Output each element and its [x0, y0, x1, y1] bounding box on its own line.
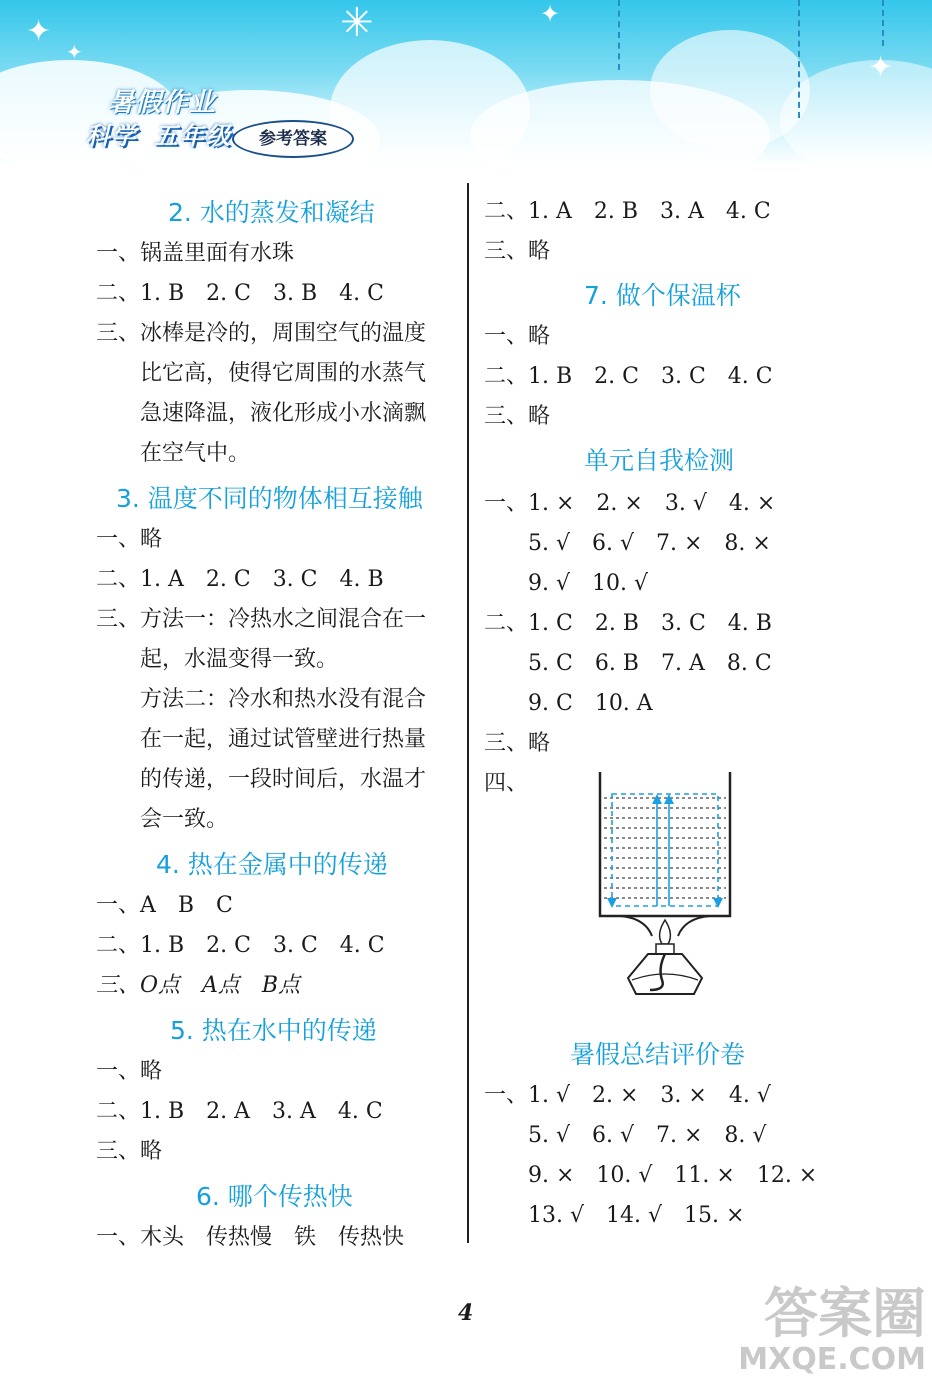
section-heading: 2. 水的蒸发和凝结 [168, 198, 375, 227]
answer-line: 9. C 10. A [528, 691, 653, 716]
star-icon: ✦ [26, 14, 52, 49]
answer-line: 二、1. A 2. C 3. C 4. B [96, 567, 384, 592]
answer-line: 三、略 [96, 1139, 163, 1164]
answer-line: 三、冰棒是冷的，周围空气的温度 [96, 321, 427, 346]
answer-line: 起，水温变得一致。 [140, 647, 339, 672]
answer-badge: 参考答案 [232, 120, 354, 158]
answer-line: 13. √ 14. √ 15. × [528, 1203, 745, 1228]
section-heading: 5. 热在水中的传递 [170, 1016, 377, 1045]
section-heading: 6. 哪个传热快 [196, 1182, 353, 1211]
watermark-title: 答案圈 [764, 1282, 926, 1345]
answer-line: 三、略 [484, 404, 551, 429]
answer-line: 三、略 [484, 239, 551, 264]
answer-line: 三、方法一：冷热水之间混合在一 [96, 607, 427, 632]
sparkle-icon: ✳ [340, 0, 374, 46]
answer-line: 一、锅盖里面有水珠 [96, 241, 295, 266]
watermark-url: MXQE.COM [738, 1342, 926, 1377]
grade-label: 五年级 [154, 122, 232, 150]
star-icon: ✦ [66, 40, 83, 64]
answer-line: 的传递，一段时间后，水温才 [140, 767, 427, 792]
answer-line: 一、1. √ 2. × 3. × 4. √ [484, 1083, 771, 1108]
answer-line: 一、A B C [96, 893, 233, 918]
answer-line: 9. √ 10. √ [528, 571, 649, 596]
star-icon: ✦ [540, 0, 561, 28]
answer-line: 一、木头 传热慢 铁 传热快 [96, 1225, 405, 1250]
page-header [0, 0, 932, 165]
answer-line: 9. × 10. √ 11. × 12. × [528, 1163, 818, 1188]
answer-line: 方法二：冷水和热水没有混合 [140, 687, 427, 712]
section-heading: 3. 温度不同的物体相互接触 [116, 484, 423, 513]
answer-line: 三、略 [484, 731, 551, 756]
answer-line: 二、1. B 2. C 3. C 4. C [96, 933, 385, 958]
answer-line: 二、1. B 2. C 3. C 4. C [484, 364, 773, 389]
answer-line: 5. C 6. B 7. A 8. C [528, 651, 772, 676]
subject-grade [86, 116, 248, 151]
answer-line: 急速降温，液化形成小水滴飘 [140, 401, 427, 426]
answer-line: 四、 [484, 771, 529, 796]
answer-line: 5. √ 6. √ 7. × 8. × [528, 531, 771, 556]
answer-line: 二、1. A 2. B 3. A 4. C [484, 199, 771, 224]
answer-line: 在空气中。 [140, 441, 251, 466]
answer-line: 三、O点 A点 B点 [96, 973, 301, 998]
answer-line: 一、1. × 2. × 3. √ 4. × [484, 491, 776, 516]
answer-line: 二、1. C 2. B 3. C 4. B [484, 611, 772, 636]
series-title: 暑假作业 [108, 88, 217, 118]
section-heading: 7. 做个保温杯 [584, 281, 741, 310]
star-icon: ✦ [868, 50, 894, 85]
answer-line: 一、略 [96, 527, 163, 552]
answer-line: 在一起，通过试管壁进行热量 [140, 727, 427, 752]
page-number: 4 [458, 1300, 474, 1326]
answer-line: 一、略 [96, 1059, 163, 1084]
answer-line: 二、1. B 2. A 3. A 4. C [96, 1099, 383, 1124]
answer-line: 5. √ 6. √ 7. × 8. √ [528, 1123, 767, 1148]
answer-line: 一、略 [484, 324, 551, 349]
section-heading: 单元自我检测 [584, 446, 735, 475]
watermark [738, 1284, 926, 1376]
answer-line: 比它高，使得它周围的水蒸气 [140, 361, 427, 386]
column-divider [467, 183, 469, 1243]
subject-label: 科学 [86, 122, 138, 150]
section-heading: 暑假总结评价卷 [570, 1040, 746, 1069]
section-heading: 4. 热在金属中的传递 [156, 850, 388, 879]
beaker-diagram [590, 768, 740, 1012]
answer-line: 会一致。 [140, 807, 229, 832]
answer-line: 二、1. B 2. C 3. B 4. C [96, 281, 384, 306]
